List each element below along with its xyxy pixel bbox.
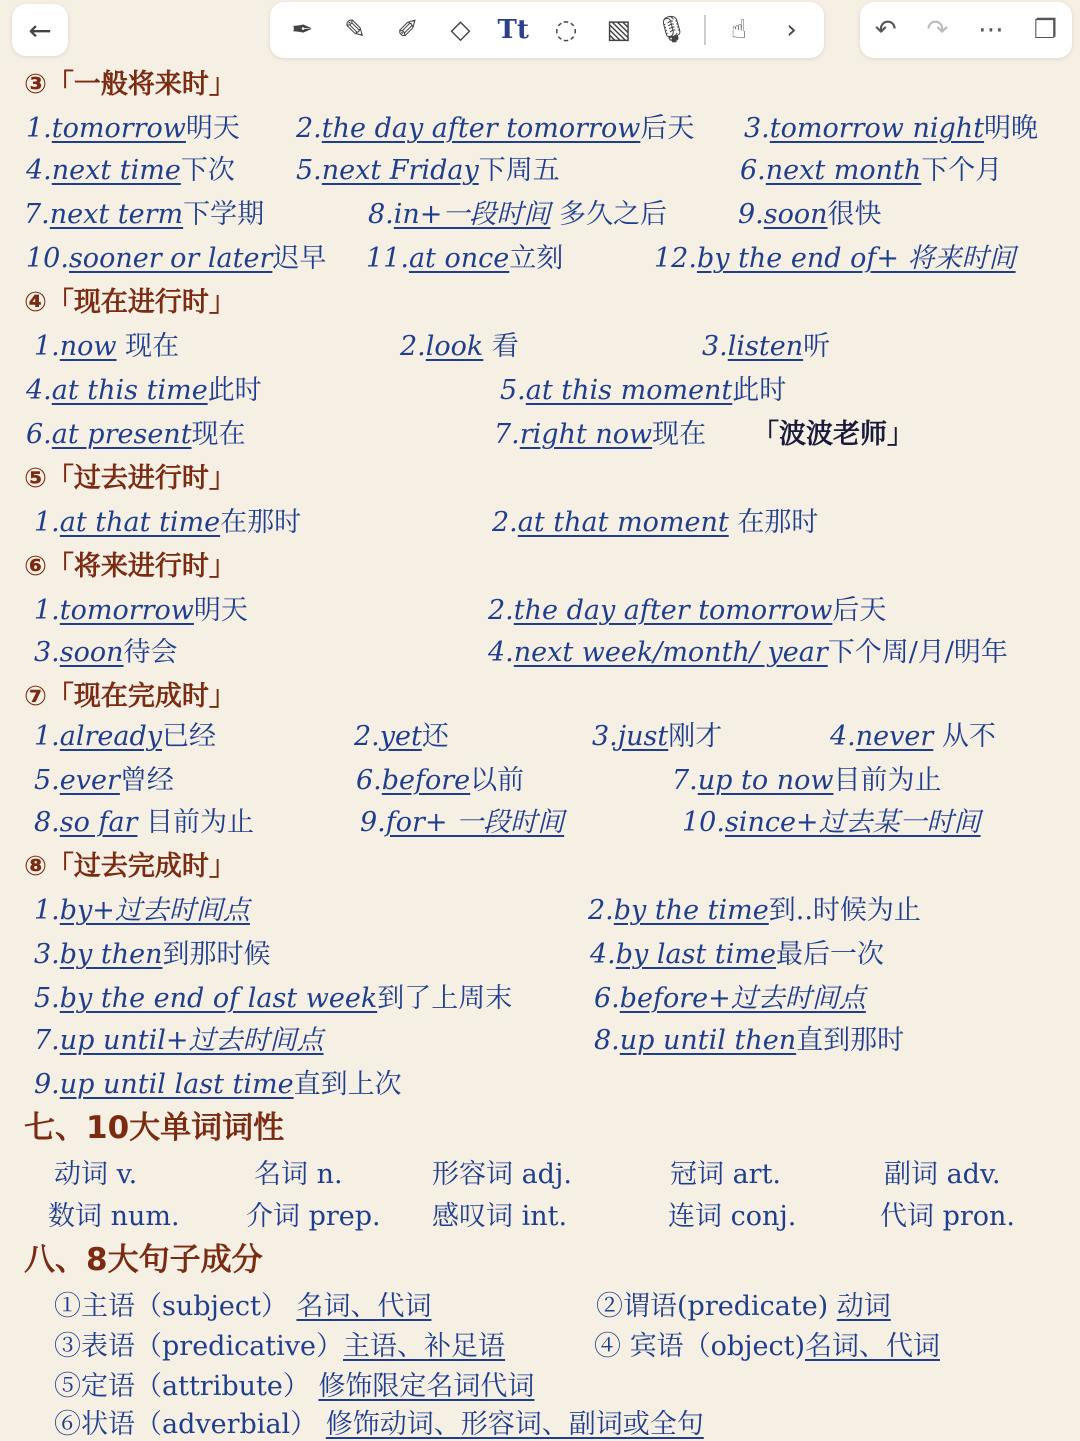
section-heading-future-continuous: ⑥「将来进行时」 [24,551,236,582]
list-item: 4.at this time此时 [26,375,262,406]
pen-icon[interactable]: ✒ [291,15,314,45]
list-item: 4.never 从不 [830,721,996,752]
section-heading-present-perfect: ⑦「现在完成时」 [24,681,236,712]
list-item: 1.by+过去时间点 [34,895,250,926]
hand-icon[interactable]: ☝ [730,15,747,45]
list-item: 3.listen听 [702,331,831,362]
list-item: 1.tomorrow明天 [34,595,248,626]
list-item: 3.tomorrow night明晚 [744,113,1039,144]
list-item: 3.soon待会 [34,637,178,668]
pos-item: 数词 num. [48,1201,180,1232]
section-heading-future: ③「一般将来时」 [24,69,236,100]
back-arrow-icon: ← [28,13,52,47]
list-item: 8.so far 目前为止 [34,807,255,838]
list-item: 9.soon很快 [738,199,882,230]
list-item: 10.since+过去某一时间 [682,807,981,838]
list-item: 2.the day after tomorrow后天 [296,113,695,144]
note-canvas[interactable] [0,62,1080,1440]
pages-icon[interactable]: ❐ [1033,15,1058,45]
list-item: 10.sooner or later迟早 [26,243,327,274]
list-item: 6.at present现在 [26,419,246,450]
list-item: 6.before以前 [356,765,525,796]
pos-item: 连词 conj. [668,1201,797,1232]
back-button[interactable] [12,4,68,56]
undo-icon[interactable]: ↶ [874,15,897,45]
pos-item: 名词 n. [254,1159,343,1190]
list-item: 2.at that moment 在那时 [492,507,819,538]
pos-item: 代词 pron. [880,1201,1015,1232]
list-item: 8.up until then直到那时 [594,1025,905,1056]
list-item: 1.now 现在 [34,331,180,362]
pos-item: 感叹词 int. [432,1201,568,1232]
list-item: 9.for+ 一段时间 [360,807,565,838]
list-item: 7.right now现在 [494,419,707,450]
list-item: 12.by the end of+ 将来时间 [654,243,1016,274]
list-item: 2.the day after tomorrow后天 [488,595,887,626]
list-item: 5.at this moment此时 [500,375,787,406]
section-heading-present-continuous: ④「现在进行时」 [24,287,236,318]
pencil-icon[interactable]: ✎ [344,15,366,45]
section-heading-parts-of-speech: 七、10大单词词性 [24,1110,285,1146]
eraser-icon[interactable]: ◇ [450,15,471,45]
tool-palette [270,2,824,58]
pos-item: 介词 prep. [246,1201,381,1232]
list-item: 5.next Friday下周五 [296,155,560,186]
list-item: 4.by last time最后一次 [590,939,884,970]
list-item: 1.tomorrow明天 [26,113,240,144]
pos-item: 动词 v. [54,1159,138,1190]
list-item: 2.yet还 [354,721,449,752]
list-item: 5.ever曾经 [34,765,174,796]
list-item: 9.up until last time直到上次 [34,1069,402,1100]
list-item: 6.next month下个月 [740,155,1003,186]
sentence-component: ①主语（subject） 名词、代词 [54,1291,432,1322]
section-heading-past-perfect: ⑧「过去完成时」 [24,851,236,882]
author-tag: 「波波老师」 [752,419,914,450]
top-toolbar [0,0,1080,60]
redo-icon[interactable]: ↷ [926,15,949,45]
list-item: 2.by the time到..时候为止 [588,895,921,926]
list-item: 4.next time下次 [26,155,235,186]
list-item: 4.next week/month/ year下个周/月/明年 [488,637,1008,668]
sentence-component: ④ 宾语（object)名词、代词 [594,1331,940,1362]
list-item: 1.already已经 [34,721,217,752]
highlighter-icon[interactable]: ✐ [396,15,419,45]
sentence-component: ②谓语(predicate) 动词 [596,1291,891,1322]
list-item: 8.in+一段时间 多久之后 [368,199,668,230]
more-icon[interactable]: ⋯ [978,15,1004,45]
list-item: 11.at once立刻 [366,243,564,274]
history-controls [860,2,1072,58]
mic-icon[interactable]: 🎙 [654,15,688,45]
image-icon[interactable]: ▧ [606,15,631,45]
list-item: 7.up until+过去时间点 [34,1025,324,1056]
list-item: 7.next term下学期 [24,199,265,230]
list-item: 5.by the end of last week到了上周末 [34,983,513,1014]
section-heading-sentence-components: 八、8大句子成分 [24,1242,263,1278]
section-heading-past-continuous: ⑤「过去进行时」 [24,463,236,494]
pos-item: 冠词 art. [670,1159,782,1190]
toolbar-divider [704,15,706,45]
list-item: 3.just刚才 [592,721,723,752]
list-item: 7.up to now目前为止 [672,765,942,796]
pos-item: 形容词 adj. [432,1159,572,1190]
pos-item: 副词 adv. [884,1159,1001,1190]
sentence-component: ⑤定语（attribute） 修饰限定名词代词 [54,1371,535,1402]
list-item: 6.before+过去时间点 [594,983,866,1014]
list-item: 1.at that time在那时 [34,507,302,538]
list-item: 2.look 看 [400,331,519,362]
sentence-component: ③表语（predicative）主语、补足语 [54,1331,506,1362]
list-item: 3.by then到那时候 [34,939,271,970]
sentence-component: ⑥状语（adverbial） 修饰动词、形容词、副词或全句 [54,1409,704,1440]
text-icon[interactable]: Tt [497,15,529,45]
lasso-icon[interactable]: ◌ [554,15,578,45]
chevron-right-icon[interactable]: › [786,15,797,45]
